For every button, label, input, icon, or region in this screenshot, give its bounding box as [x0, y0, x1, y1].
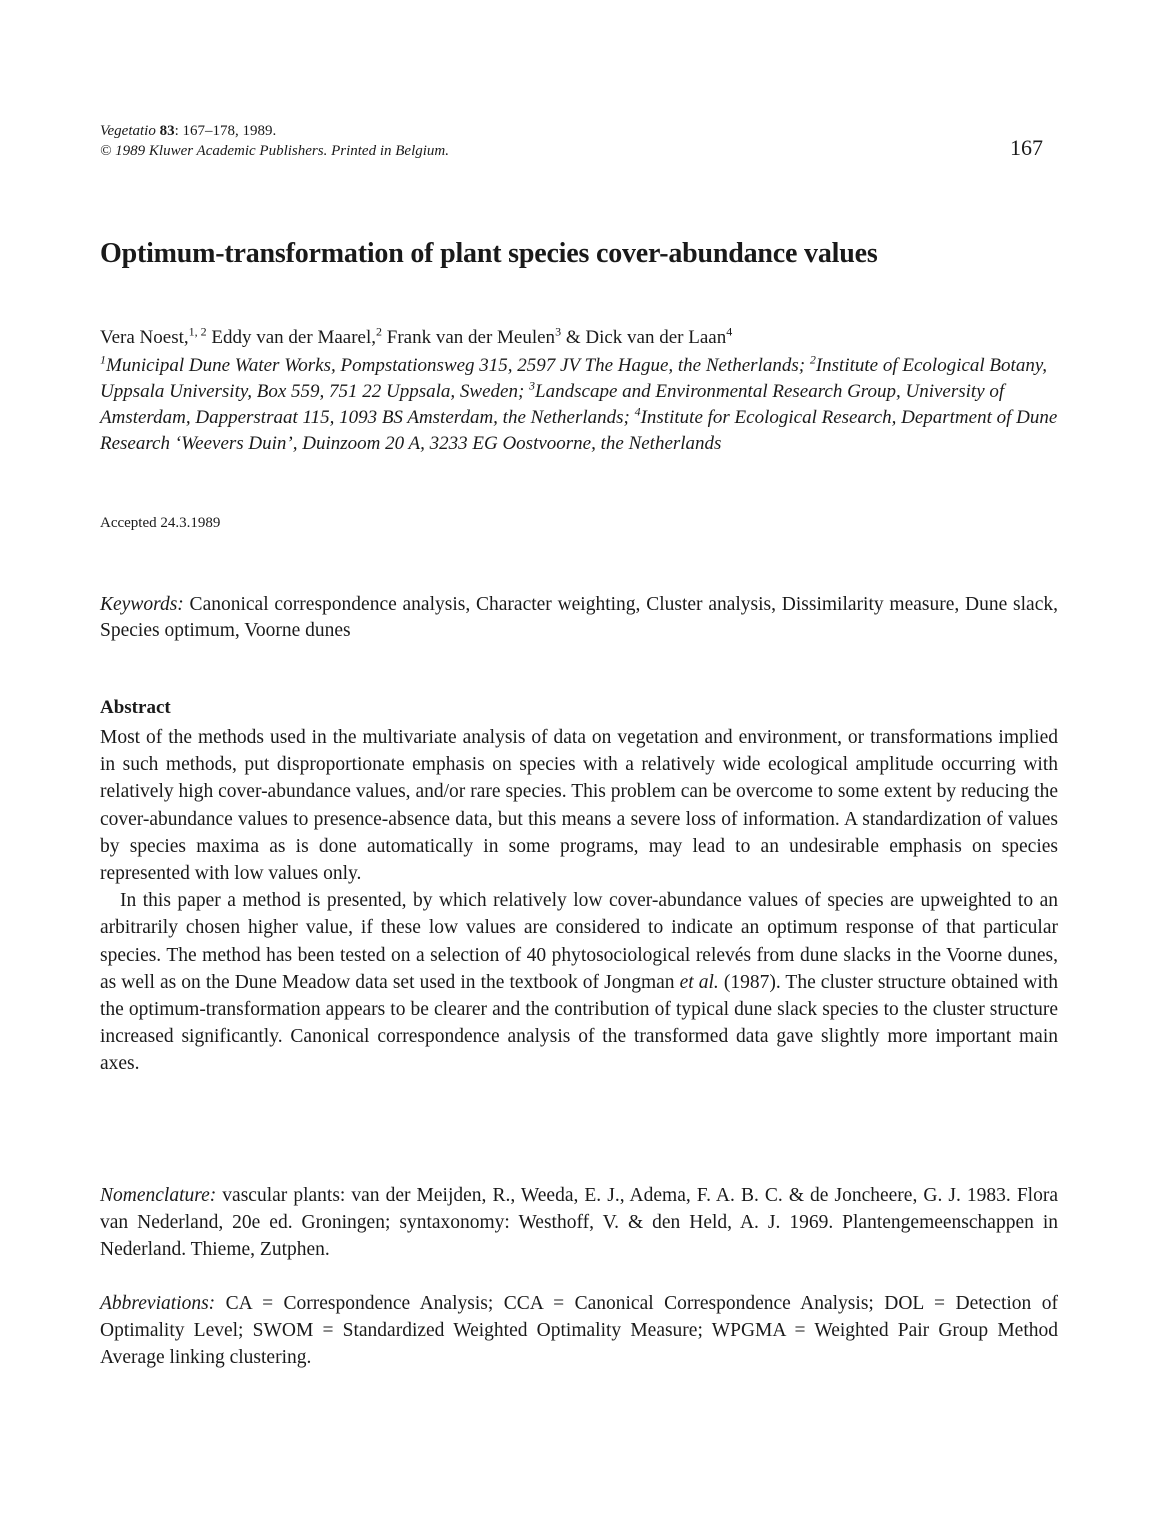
abstract-paragraph: [100, 887, 1058, 1077]
journal-volume-line: [100, 121, 449, 141]
affil-text: Municipal Dune Water Works, Pompstationsweg 315, 2597 JV The Hague, the Netherlands;: [106, 355, 810, 376]
author-name: Eddy van der Maarel,: [206, 327, 376, 348]
journal-volume: 83: [159, 123, 175, 139]
abstract-etal: et al.: [679, 971, 719, 993]
keywords-label: Keywords:: [100, 594, 184, 615]
author-affil-mark: 3: [555, 324, 562, 339]
abstract-paragraph: Most of the methods used in the multivariate analysis of data on vegetation and environment, or transformations implied in such methods, put disproportionate emphasis on species with a relatively wide ecological amplitude occurring with relatively high cover-abundance values, and/or rare species. This problem can be overcome to some extent by reducing the cover-abundance values to presence-absence data, but this means a severe loss of information. A standardization of values by species maxima as is done automatically in some programs, may lead to an undesirable emphasis on species represented with low values only.: [100, 727, 1058, 885]
abbreviations-label: Abbreviations:: [100, 1293, 216, 1314]
abstract-text: (1987). The cluster structure obtained with the optimum-transformation appears to be clearer and the contribution of typical dune slack species to the cluster structure increased significantly. Canonical correspondence analysis of the transformed data gave slightly more important main axes.: [100, 971, 1059, 1075]
affil-text: Institute of Ecological Botany, Uppsala University, Box 559, 751 22 Uppsala, Sweden;: [100, 355, 1047, 402]
affil-mark: 2: [809, 352, 816, 367]
affil-mark: 4: [634, 404, 641, 419]
keywords-text: Canonical correspondence analysis, Character weighting, Cluster analysis, Dissimilarity measure, Dune slack, Species optimum, Voorne dunes: [100, 594, 1058, 641]
abbreviations-text: CA = Correspondence Analysis; CCA = Canonical Correspondence Analysis; DOL = Detection of Optimality Level; SWOM = Standardized Weighted Optimality Measure; WPGMA = Weighted Pair Group Method Average linking clustering.: [100, 1293, 1058, 1368]
author-list: [100, 325, 1060, 351]
abstract-text: In this paper a method is presented, by which relatively low cover-abundance values of species are upweighted to an arbitrarily chosen higher value, if these low values are considered to indicate an optimum response of that particular species. The method has been tested on a selection of 40 phytosociological relevés from dune slacks in the Voorne dunes, as well as on the Dune Meadow data set used in the textbook of Jongman: [100, 890, 1058, 993]
affil-mark: 1: [100, 352, 106, 367]
affil-text: Landscape and Environmental Research Group, University of Amsterdam, Dapperstraat 115, 1093 BS Amsterdam, the Netherlands;: [100, 381, 1005, 428]
nomenclature-label: Nomenclature:: [100, 1185, 217, 1206]
keywords-section: [100, 592, 1058, 644]
journal-name: Vegetatio: [100, 123, 156, 139]
accepted-date: Accepted 24.3.1989: [100, 515, 221, 531]
journal-citation: [100, 121, 449, 161]
affiliations: [100, 353, 1060, 457]
author-name: & Dick van der Laan: [561, 327, 727, 348]
abbreviations-section: [100, 1290, 1058, 1371]
author-affil-mark: 2: [376, 324, 382, 339]
page-number: 167: [1010, 135, 1043, 160]
journal-pages-year: : 167–178, 1989.: [174, 123, 277, 139]
nomenclature-section: [100, 1182, 1058, 1263]
copyright-text: © 1989 Kluwer Academic Publishers. Printed in Belgium.: [100, 143, 449, 159]
nomenclature-text: vascular plants: van der Meijden, R., Weeda, E. J., Adema, F. A. B. C. & de Joncheere, G. J. 1983. Flora van Nederland, 20e ed. Groningen; syntaxonomy: Westhoff, V. & den Held, A. J. 1969. Plantengemeenschappen in Nederland. Thieme, Zutphen.: [100, 1185, 1058, 1260]
abstract-heading: Abstract: [100, 697, 171, 718]
affil-mark: 3: [529, 378, 536, 393]
author-affil-mark: 1, 2: [188, 324, 207, 339]
affil-text: Institute for Ecological Research, Department of Dune Research ‘Weevers Duin’, Duinzoom 20 A, 3233 EG Oostvoorne, the Netherlands: [100, 407, 1058, 454]
author-affil-mark: 4: [726, 324, 733, 339]
author-name: Vera Noest,: [100, 327, 189, 348]
author-name: Frank van der Meulen: [382, 327, 556, 348]
copyright-line: [100, 141, 449, 161]
paper-title: Optimum-transformation of plant species cover-abundance values: [100, 238, 878, 269]
abstract-body: [100, 724, 1058, 1078]
